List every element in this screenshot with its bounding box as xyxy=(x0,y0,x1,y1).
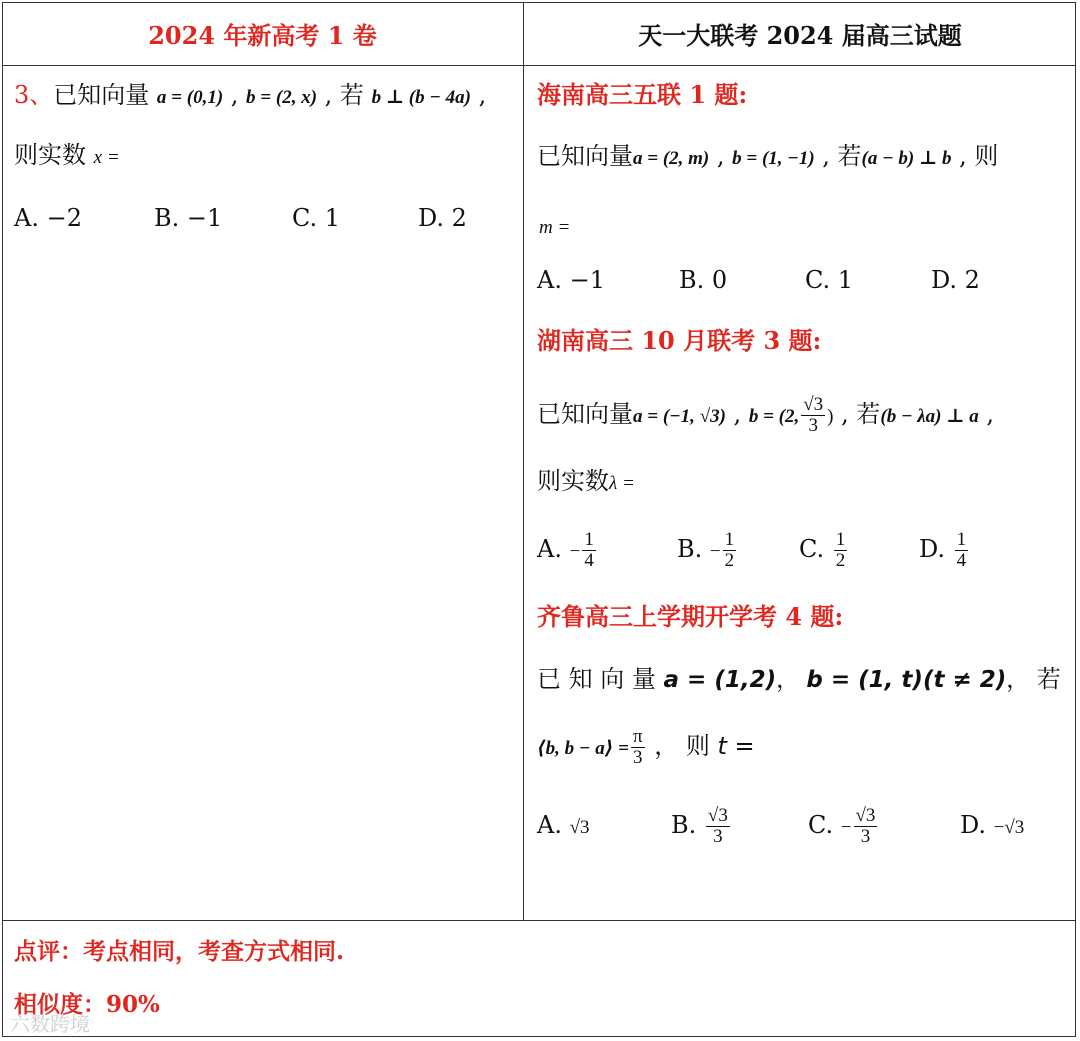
problem2-title: 湖南高三 10 月联考 3 题: xyxy=(537,326,822,355)
problem1-condition: (a − b) ⊥ b xyxy=(861,148,952,169)
p2-den-b: 2 xyxy=(724,550,735,571)
similarity-score: 相似度：90% xyxy=(14,991,160,1018)
option-c: C. 1 xyxy=(292,204,341,232)
p2-num-a: 1 xyxy=(584,529,594,550)
vector-a: a = (0,1) xyxy=(156,87,224,108)
pi-num: π xyxy=(632,726,643,747)
option-b: B. −1 xyxy=(154,204,223,232)
p3-label-a: A. xyxy=(537,811,562,839)
p1-option-d: D. 2 xyxy=(931,266,980,294)
left-question-line2 xyxy=(14,140,120,173)
problem2-ask xyxy=(537,466,635,499)
p3-label-b: B. xyxy=(671,811,697,839)
p2-label-b: B. xyxy=(677,535,703,563)
problem2-fraction xyxy=(801,395,825,436)
problem1-ask xyxy=(539,210,570,243)
p2-num-b: 1 xyxy=(724,529,735,550)
p2-num-c: 1 xyxy=(835,529,846,550)
condition-prefix: 若 xyxy=(339,81,364,109)
question-ask: 则实数 xyxy=(14,141,86,169)
p2-option-b xyxy=(677,530,799,571)
p2-den-a: 4 xyxy=(584,550,594,571)
problem3-text: 已 知 向 量 xyxy=(537,665,656,693)
p3-num-b: √3 xyxy=(707,805,728,826)
left-options xyxy=(14,203,467,233)
frac-num: √3 xyxy=(803,394,824,415)
p2-den-c: 2 xyxy=(835,550,846,571)
p3-option-a xyxy=(537,810,671,843)
problem3-pi-frac xyxy=(631,727,645,768)
problem2-text: 已知向量 xyxy=(537,400,633,428)
p3-den-c: 3 xyxy=(860,826,871,847)
problem1-vector-b: b = (1, −1) xyxy=(732,148,815,169)
unknown-lambda: λ = xyxy=(609,473,635,494)
problem2-options xyxy=(537,530,970,571)
column-divider xyxy=(523,2,524,921)
problem2-line1: 已知向量a = (−1, √3) , b = (2, $\frac{√3}{3}$ ) , 若(b − λa) ⊥ a , xyxy=(537,394,994,436)
problem1-options xyxy=(537,265,980,295)
problem1-text: 已知向量 xyxy=(537,142,633,170)
problem1-vector-a: a = (2, m) xyxy=(633,148,710,169)
p3-label-c: C. xyxy=(808,811,834,839)
p3-den-b: 3 xyxy=(713,826,723,847)
unknown-t: t = xyxy=(717,732,755,760)
condition: b ⊥ (b − 4a) xyxy=(371,87,471,108)
header-divider xyxy=(2,65,1076,66)
footer-divider xyxy=(2,920,1076,921)
p1-option-b: B. 0 xyxy=(679,266,728,294)
question-text: 已知向量 xyxy=(53,81,150,109)
p3-option-d xyxy=(960,810,1024,843)
p3-frac-c xyxy=(854,806,878,847)
p2-num-d: 1 xyxy=(956,529,967,550)
p3-frac-b xyxy=(706,806,730,847)
p1-option-c: C. 1 xyxy=(805,266,854,294)
pi-den: 3 xyxy=(633,747,643,768)
p2-frac-a xyxy=(582,530,596,571)
review-comment: 点评：考点相同，考查方式相同. xyxy=(14,938,345,965)
problem3-vector-a: a = (1,2) xyxy=(663,667,777,693)
left-column-title: 2024 年新高考 1 卷 xyxy=(148,21,377,50)
p2-frac-c xyxy=(834,530,848,571)
p2-label-d: D. xyxy=(919,535,946,563)
p3-value-a: √3 xyxy=(569,817,590,838)
problem3-vector-b: b = (1, t)(t ≠ 2) xyxy=(806,667,1007,693)
p2-sign-b: − xyxy=(709,541,721,562)
p2-option-a xyxy=(537,530,677,571)
left-question-line1: 3、已知向量 a = (0,1) , b = (2, x) , 若 b ⊥ (b − 4a) , xyxy=(14,81,487,109)
p3-value-d: −√3 xyxy=(993,817,1025,838)
p2-frac-d xyxy=(955,530,969,571)
unknown-x: x = xyxy=(93,147,120,168)
problem1-if: 若 xyxy=(837,142,862,170)
problem3-line2: ⟨b, b − a⟩ = $\frac{\pi}{3}$ ， 则 t = xyxy=(537,726,755,768)
problem3-then: 则 xyxy=(685,732,710,760)
problem1-line1: 已知向量a = (2, m) , b = (1, −1) , 若(a − b) ⊥ b , 则 xyxy=(537,142,999,170)
p2-label-c: C. xyxy=(799,535,825,563)
p2-den-d: 4 xyxy=(956,550,967,571)
watermark: 六数跨境 xyxy=(10,1012,90,1036)
problem1-title: 海南高三五联 1 题: xyxy=(537,80,748,109)
p2-sign-a: − xyxy=(569,541,581,562)
problem2-if: 若 xyxy=(856,400,881,428)
p1-option-a: A. −1 xyxy=(537,266,605,294)
p3-num-c: √3 xyxy=(855,805,876,826)
right-column-title: 天一大联考 2024 届高三试题 xyxy=(638,21,962,50)
p2-option-c xyxy=(799,530,919,571)
problem1-then: 则 xyxy=(974,142,999,170)
p3-option-b xyxy=(671,806,808,847)
p3-option-c: C. − $\frac{√3}{3}$ xyxy=(808,805,876,847)
problem3-options xyxy=(537,806,1024,847)
option-d: D. 2 xyxy=(418,204,467,232)
p2-frac-b xyxy=(723,530,737,571)
problem3-line1: 已 知 向 量 a = (1,2)， b = (1, t)(t ≠ 2)， 若 xyxy=(537,665,1061,693)
option-a: A. −2 xyxy=(14,204,82,232)
problem2-condition: (b − λa) ⊥ a xyxy=(880,406,979,427)
p2-option-d xyxy=(919,530,970,571)
question-number: 3、 xyxy=(14,81,54,109)
problem2-ask-text: 则实数 xyxy=(537,467,609,495)
p2-label-a: A. xyxy=(537,535,562,563)
problem3-if: 若 xyxy=(1036,665,1061,693)
problem2-vector-a: a = (−1, √3) xyxy=(633,406,726,427)
frac-den: 3 xyxy=(808,415,818,436)
vector-b: b = (2, x) xyxy=(246,87,318,108)
problem2-vector-b: b = (2, xyxy=(748,406,800,427)
problem3-title: 齐鲁高三上学期开学考 4 题: xyxy=(537,602,844,631)
p3-label-d: D. xyxy=(960,811,987,839)
problem3-angle: ⟨b, b − a⟩ = xyxy=(537,738,629,759)
unknown-m: m = xyxy=(539,217,571,238)
